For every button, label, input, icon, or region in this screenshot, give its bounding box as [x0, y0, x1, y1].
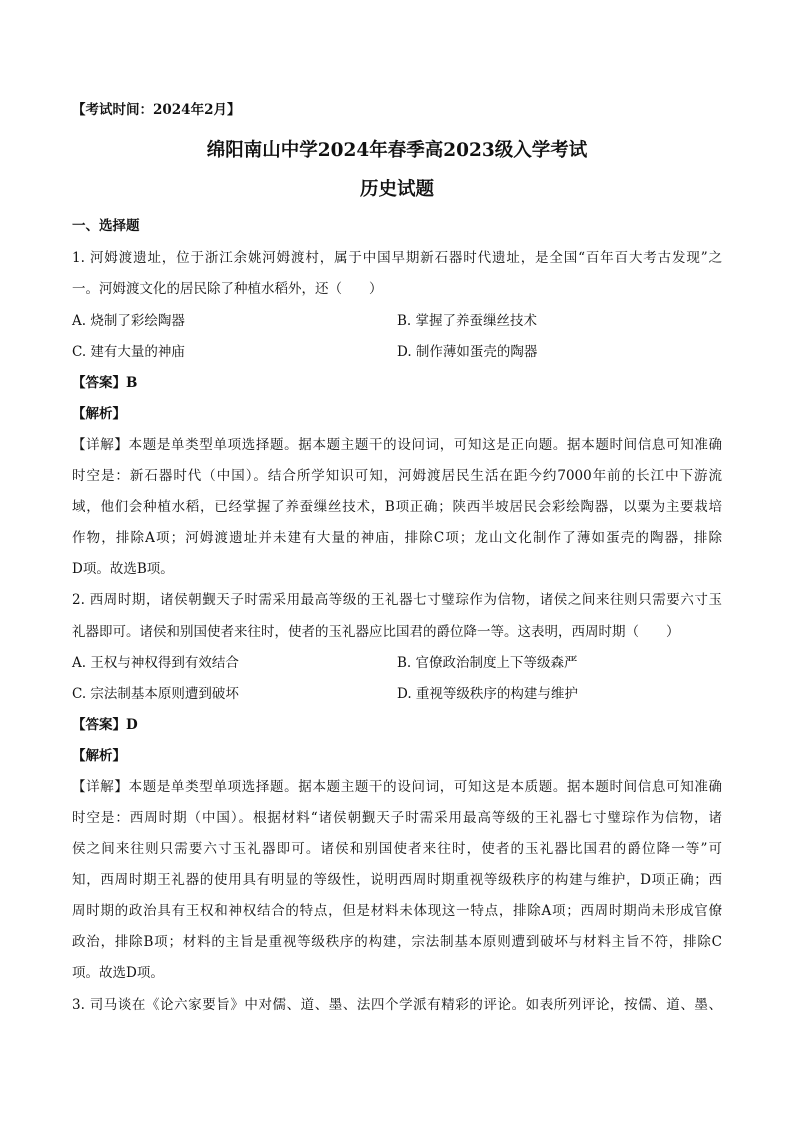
q1-option-c[interactable]: C. 建有大量的神庙 [72, 344, 185, 360]
q2-option-a[interactable]: A. 王权与神权得到有效结合 [72, 655, 239, 671]
q3-stem-line1: 3. 司马谈在《论六家要旨》中对儒、道、墨、法四个学派有精彩的评论。如表所列评论，按儒、道、墨、 [72, 997, 722, 1013]
q1-answer: 【答案】B [72, 375, 138, 391]
q2-stem-line2: 礼器即可。诸侯和别国使者来往时，使者的玉礼器应比国君的爵位降一等。这表明，西周时期（ ） [72, 624, 680, 640]
q1-analysis-label: 【解析】 [72, 406, 126, 422]
q1-options-row2 [72, 342, 722, 362]
q2-detail-line: 【详解】本题是单类型单项选择题。据本题主题干的设问词，可知这是本质题。据本题时间信息可知准确 [72, 779, 722, 795]
exam-subtitle: 历史试题 [359, 179, 434, 200]
q2-detail-line: 知，西周时期王礼器的使用具有明显的等级性，说明西周时期重视等级秩序的构建与维护，D项正确；西 [72, 872, 722, 888]
q1-option-d[interactable]: D. 制作薄如蛋壳的陶器 [397, 344, 538, 360]
q2-detail-line: 政治，排除B项；材料的主旨是重视等级秩序的构建，宗法制基本原则遭到破坏与材料主旨不符，排除C [72, 934, 722, 950]
q1-option-b[interactable]: B. 掌握了养蚕缫丝技术 [397, 313, 538, 329]
q2-stem-line1: 2. 西周时期，诸侯朝觐天子时需采用最高等级的王礼器七寸璧琮作为信物，诸侯之间来往则只需要六寸玉 [72, 592, 722, 608]
q2-detail-line: 时空是：西周时期（中国）。根据材料“诸侯朝觐天子时需采用最高等级的王礼器七寸璧琮作为信物，诸 [72, 810, 722, 826]
q2-option-b[interactable]: B. 官僚政治制度上下等级森严 [397, 655, 578, 671]
q1-stem-line2: 一。河姆渡文化的居民除了种植水稻外，还（ ） [72, 281, 383, 297]
q1-stem-line1: 1. 河姆渡遗址，位于浙江余姚河姆渡村，属于中国早期新石器时代遗址，是全国“百年百大考古发现”之 [72, 250, 722, 266]
q1-detail-line: 作物，排除A项；河姆渡遗址并未建有大量的神庙，排除C项；龙山文化制作了薄如蛋壳的陶器，排除 [72, 530, 722, 546]
section-heading: 一、选择题 [72, 218, 140, 234]
q2-answer: 【答案】D [72, 717, 138, 733]
q2-detail-line: 周时期的政治具有王权和神权结合的特点，但是材料未体现这一特点，排除A项；西周时期尚未形成官僚 [72, 903, 722, 919]
q2-options-row2 [72, 684, 722, 704]
exam-time: 【考试时间：2024年2月】 [72, 102, 241, 118]
q1-detail-line: 【详解】本题是单类型单项选择题。据本题主题干的设问词，可知这是正向题。据本题时间信息可知准确 [72, 437, 722, 453]
q1-detail-line: D项。故选B项。 [72, 561, 174, 577]
q1-detail-line: 域，他们会种植水稻，已经掌握了养蚕缫丝技术，B项正确；陕西半坡居民会彩绘陶器，以粟为主要栽培 [72, 499, 722, 515]
q2-analysis-label: 【解析】 [72, 748, 126, 764]
q1-detail-line: 时空是：新石器时代（中国）。结合所学知识可知，河姆渡居民生活在距今约7000年前的长江中下游流 [72, 468, 722, 484]
q2-options-row1 [72, 653, 722, 673]
q2-detail-line: 侯之间来往则只需要六寸玉礼器即可。诸侯和别国使者来往时，使者的玉礼器比国君的爵位降一等”可 [72, 841, 722, 857]
q1-options-row1 [72, 311, 722, 331]
q1-option-a[interactable]: A. 烧制了彩绘陶器 [72, 313, 185, 329]
q2-option-c[interactable]: C. 宗法制基本原则遭到破坏 [72, 686, 239, 702]
q2-detail-line: 项。故选D项。 [72, 965, 164, 981]
q2-option-d[interactable]: D. 重视等级秩序的构建与维护 [397, 686, 578, 702]
exam-title: 绵阳南山中学2024年春季高2023级入学考试 [206, 140, 588, 161]
